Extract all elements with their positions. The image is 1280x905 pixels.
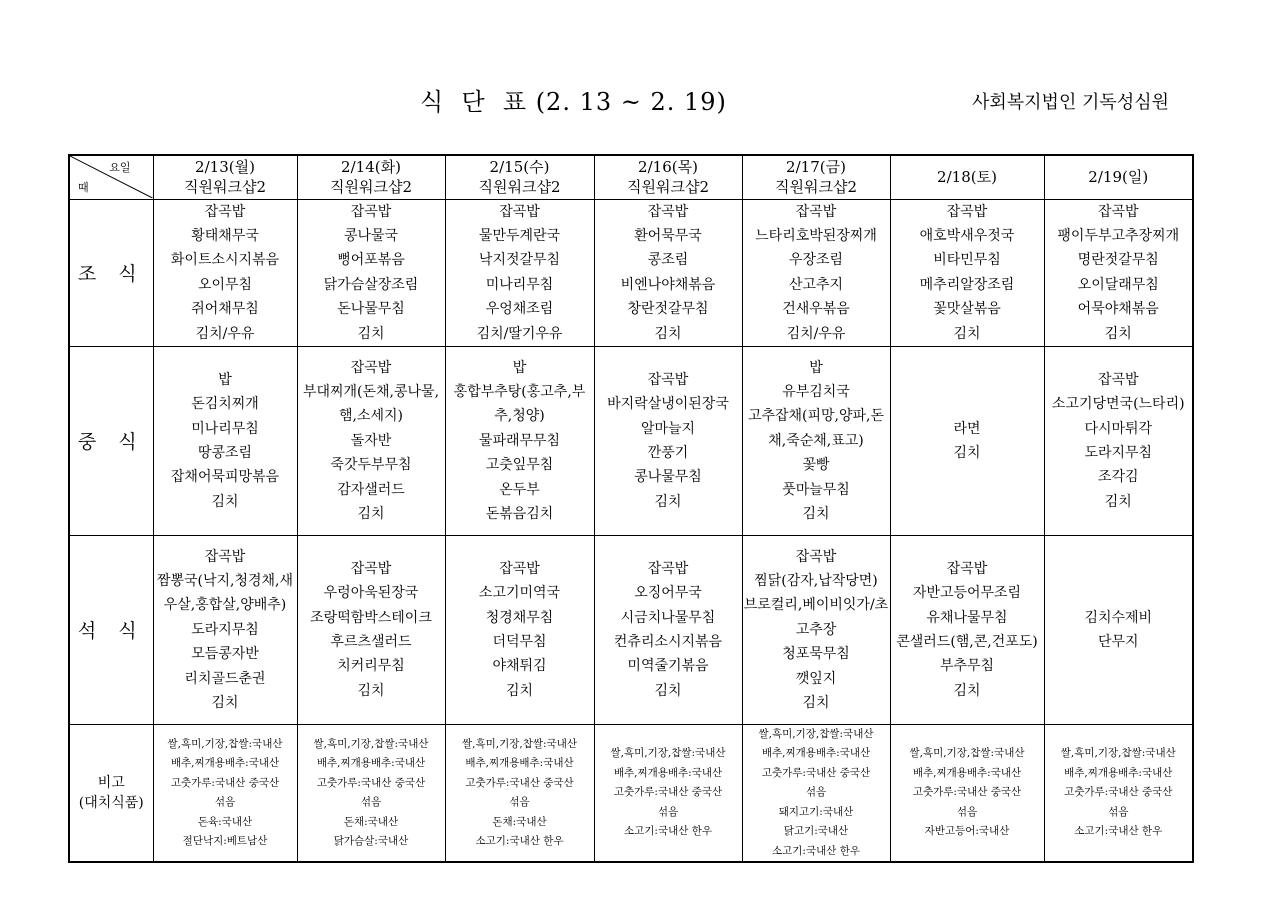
menu-item: 고추잡채(피망,양파,돈채,죽순채,표고) xyxy=(747,408,885,449)
day-event: 직원워크샵2 xyxy=(478,178,561,197)
menu-item: 모듬콩자반 xyxy=(191,646,259,663)
menu-cell xyxy=(445,535,594,724)
menu-item: 잡곡밥 xyxy=(1097,371,1139,388)
menu-item: 메추리알장조림 xyxy=(919,276,1015,293)
menu-cell xyxy=(742,346,890,535)
menu-item: 애호박새우젓국 xyxy=(919,227,1015,244)
menu-item: 김치 xyxy=(802,694,830,711)
menu-item: 잡곡밥 xyxy=(946,560,988,577)
menu-item: 잡곡밥 xyxy=(647,371,689,388)
menu-item: 비타민무침 xyxy=(933,252,1001,269)
menu-item: 김치 xyxy=(953,682,981,699)
meal-label: 석 식 xyxy=(69,535,153,724)
origin-note-line: 소고기:국내산 한우 xyxy=(475,835,564,848)
menu-item: 김치 xyxy=(211,493,239,510)
day-header-cell xyxy=(742,155,890,199)
origin-note-line: 배추,찌개용배추:국내산 xyxy=(761,747,871,760)
menu-item: 더덕무침 xyxy=(492,633,547,650)
menu-item: 쥐어채무침 xyxy=(191,301,259,318)
origin-note-cell xyxy=(594,724,742,862)
menu-item: 홍합부추탕(홍고추,부추,청양) xyxy=(453,383,586,425)
day-date: 2/13(월) xyxy=(195,158,255,177)
day-date: 2/18(토) xyxy=(937,168,997,187)
menu-item: 부대찌개(돈채,콩나물,햄,소세지) xyxy=(302,383,440,425)
menu-item: 산고추지 xyxy=(788,276,844,293)
menu-item: 야채튀김 xyxy=(492,658,547,675)
menu-item: 잡곡밥 xyxy=(1097,203,1139,220)
origin-note-line: 돈채:국내산 xyxy=(492,815,547,828)
menu-cell xyxy=(297,535,445,724)
menu-item: 김치 xyxy=(357,325,385,342)
menu-item: 김치/우유 xyxy=(195,325,255,342)
menu-item: 잡곡밥 xyxy=(350,560,392,577)
note-label xyxy=(69,724,153,862)
origin-note-line: 배추,찌개용배추:국내산 xyxy=(613,766,723,779)
day-event: 직원워크샵2 xyxy=(627,178,709,197)
menu-item: 팽이두부고추장찌개 xyxy=(1057,227,1180,244)
day-date: 2/17(금) xyxy=(786,158,846,177)
menu-item: 컨츄리소시지볶음 xyxy=(613,633,723,650)
menu-item: 김치 xyxy=(654,682,682,699)
menu-cell xyxy=(594,535,742,724)
note-label-line: 비고 xyxy=(97,775,125,792)
meal-plan-table xyxy=(68,154,1194,863)
menu-item: 잡곡밥 xyxy=(204,548,246,565)
menu-item: 잡곡밥 xyxy=(795,203,837,220)
menu-item: 명란젓갈무침 xyxy=(1077,252,1159,269)
origin-note-line: 배추,찌개용배추:국내산 xyxy=(170,757,280,770)
menu-item: 조각김 xyxy=(1097,469,1139,486)
menu-item: 소고기미역국 xyxy=(478,585,561,602)
menu-cell xyxy=(742,199,890,346)
menu-item: 김치 xyxy=(953,325,981,342)
origin-note-line: 절단낙지:베트남산 xyxy=(182,835,268,848)
menu-cell xyxy=(1044,199,1193,346)
menu-item: 꽃빵 xyxy=(802,457,830,474)
menu-item: 김치/딸기우유 xyxy=(476,325,563,342)
origin-note-line: 고춧가루:국내산 중국산 xyxy=(316,776,426,789)
origin-note-line: 섞음 xyxy=(360,796,382,809)
menu-cell xyxy=(153,199,297,346)
menu-item: 콩조림 xyxy=(647,252,689,269)
menu-item: 다시마튀각 xyxy=(1084,420,1153,437)
origin-note-line: 고춧가루:국내산 중국산 xyxy=(761,766,871,779)
menu-item: 밥 xyxy=(218,371,232,388)
menu-item: 브로컬리,베이비잇가/초고추장 xyxy=(743,597,889,638)
menu-item: 잡채어묵피망볶음 xyxy=(170,469,280,486)
origin-note-line: 섞음 xyxy=(657,805,679,818)
menu-item: 라면 xyxy=(953,420,981,437)
header xyxy=(0,80,1280,120)
corner-day-label: 요일 xyxy=(109,161,131,175)
menu-item: 김치 xyxy=(1104,493,1132,510)
menu-item: 온두부 xyxy=(499,481,540,498)
menu-item: 황태채무국 xyxy=(191,227,259,244)
menu-item: 자반고등어무조림 xyxy=(912,585,1022,602)
day-header-cell xyxy=(1044,155,1193,199)
menu-item: 돈볶음김치 xyxy=(485,505,554,522)
origin-note-line: 배추,찌개용배추:국내산 xyxy=(912,766,1022,779)
origin-note-cell xyxy=(445,724,594,862)
menu-item: 밥 xyxy=(809,359,823,376)
menu-item: 오징어무국 xyxy=(634,585,702,602)
day-header-cell xyxy=(890,155,1044,199)
origin-note-line: 쌀,흑미,기장,찹쌀:국내산 xyxy=(758,727,874,740)
meal-label: 조 식 xyxy=(69,199,153,346)
menu-item: 김치 xyxy=(953,444,981,461)
origin-note-line: 쌀,흑미,기장,찹쌀:국내산 xyxy=(462,737,577,750)
menu-item: 김치 xyxy=(357,682,385,699)
menu-item: 땅콩조림 xyxy=(197,444,253,461)
origin-note-line: 섞음 xyxy=(956,805,978,818)
menu-item: 김치수제비 xyxy=(1084,609,1153,626)
page-title: 식 단 표 (2. 13 ~ 2. 19) xyxy=(420,88,727,116)
day-event: 직원워크샵2 xyxy=(330,178,412,197)
menu-item: 김치 xyxy=(505,682,534,699)
menu-cell xyxy=(890,535,1044,724)
menu-item: 잡곡밥 xyxy=(350,203,392,220)
origin-note-line: 소고기:국내산 한우 xyxy=(623,825,713,838)
origin-note-line: 돈채:국내산 xyxy=(343,815,399,828)
menu-cell xyxy=(297,346,445,535)
menu-cell xyxy=(890,199,1044,346)
menu-cell xyxy=(153,535,297,724)
day-header-cell xyxy=(153,155,297,199)
day-event: 직원워크샵2 xyxy=(775,178,857,197)
menu-item: 비엔나야채볶음 xyxy=(620,276,716,293)
menu-item: 건새우볶음 xyxy=(782,301,850,318)
menu-item: 밥 xyxy=(512,359,527,376)
menu-item: 감자샐러드 xyxy=(337,481,405,498)
menu-cell xyxy=(890,346,1044,535)
menu-item: 오이무침 xyxy=(197,276,253,293)
origin-note-line: 쌀,흑미,기장,찹쌀:국내산 xyxy=(909,747,1025,760)
menu-item: 단무지 xyxy=(1097,633,1139,650)
origin-note-cell xyxy=(890,724,1044,862)
origin-note-line: 닭가슴살:국내산 xyxy=(333,835,409,848)
menu-item: 미역줄기볶음 xyxy=(627,658,709,675)
menu-item: 우장조림 xyxy=(788,252,844,269)
menu-item: 청경채무침 xyxy=(485,609,554,626)
menu-item: 닭가슴살장조림 xyxy=(323,276,419,293)
meal-label: 중 식 xyxy=(69,346,153,535)
menu-item: 미나리무침 xyxy=(485,276,554,293)
corner-header-cell xyxy=(69,155,153,199)
menu-item: 돌자반 xyxy=(350,432,392,449)
origin-note-line: 닭고기:국내산 xyxy=(783,825,849,838)
menu-item: 낙지젓갈무침 xyxy=(478,252,561,269)
menu-item: 김치 xyxy=(1104,325,1132,342)
menu-item: 잡곡밥 xyxy=(946,203,988,220)
menu-item: 김치 xyxy=(654,325,682,342)
origin-note-cell xyxy=(742,724,890,862)
origin-note-line: 쌀,흑미,기장,찹쌀:국내산 xyxy=(167,737,283,750)
menu-item: 김치/우유 xyxy=(786,325,846,342)
menu-item: 잡곡밥 xyxy=(795,548,837,565)
menu-cell xyxy=(594,346,742,535)
origin-note-cell xyxy=(153,724,297,862)
menu-cell xyxy=(594,199,742,346)
day-header-cell xyxy=(297,155,445,199)
dinner-row xyxy=(69,535,1193,724)
origin-note-line: 쌀,흑미,기장,찹쌀:국내산 xyxy=(313,737,429,750)
menu-item: 청포묵무침 xyxy=(782,646,850,663)
menu-item: 고춧잎무침 xyxy=(485,457,554,474)
day-date: 2/16(목) xyxy=(638,158,698,177)
origin-note-line: 고춧가루:국내산 중국산 xyxy=(912,786,1022,799)
origin-note-line: 배추,찌개용배추:국내산 xyxy=(1064,766,1173,779)
origin-note-line: 돼지고기:국내산 xyxy=(778,805,854,818)
menu-item: 시금치나물무침 xyxy=(620,609,716,626)
day-date: 2/19(일) xyxy=(1088,168,1149,187)
origin-note-line: 고춧가루:국내산 중국산 xyxy=(1064,786,1173,799)
menu-item: 미나리무침 xyxy=(191,420,259,437)
menu-item: 콩나물국 xyxy=(343,227,399,244)
origin-note-line: 고춧가루:국내산 중국산 xyxy=(170,776,280,789)
menu-item: 환어묵무국 xyxy=(634,227,702,244)
origin-note-line: 자반고등어:국내산 xyxy=(924,825,1010,838)
origin-note-line: 고춧가루:국내산 중국산 xyxy=(465,776,574,789)
menu-item: 김치 xyxy=(211,694,239,711)
menu-item: 돈김치찌개 xyxy=(191,396,259,413)
origin-note-cell xyxy=(297,724,445,862)
menu-item: 김치 xyxy=(802,505,830,522)
origin-note-line: 소고기:국내산 한우 xyxy=(1074,825,1163,838)
menu-item: 김치 xyxy=(654,493,682,510)
day-header-cell xyxy=(594,155,742,199)
menu-item: 돈나물무침 xyxy=(337,301,405,318)
menu-item: 풋마늘무침 xyxy=(782,481,850,498)
origin-note-line: 쌀,흑미,기장,찹쌀:국내산 xyxy=(1060,747,1176,760)
menu-cell xyxy=(297,199,445,346)
menu-item: 깻잎지 xyxy=(795,670,837,687)
menu-cell xyxy=(1044,346,1193,535)
origin-note-line: 섞음 xyxy=(1108,805,1129,818)
menu-cell xyxy=(1044,535,1193,724)
lunch-row xyxy=(69,346,1193,535)
menu-item: 물파래무무침 xyxy=(478,432,561,449)
menu-item: 잡곡밥 xyxy=(647,203,689,220)
menu-item: 잡곡밥 xyxy=(204,203,246,220)
menu-item: 우엉채조림 xyxy=(485,301,554,318)
menu-cell xyxy=(153,346,297,535)
note-row xyxy=(69,724,1193,862)
day-header-row xyxy=(69,155,1193,199)
menu-item: 물만두계란국 xyxy=(478,227,561,244)
menu-item: 느타리호박된장찌개 xyxy=(755,227,877,244)
origin-note-line: 섞음 xyxy=(509,796,530,809)
menu-item: 알마늘지 xyxy=(640,420,696,437)
menu-item: 유채나물무침 xyxy=(926,609,1008,626)
menu-item: 콩나물무침 xyxy=(634,469,702,486)
menu-item: 도라지무침 xyxy=(1084,444,1153,461)
breakfast-row xyxy=(69,199,1193,346)
origin-note-line: 배추,찌개용배추:국내산 xyxy=(316,757,426,770)
menu-item: 소고기당면국(느타리) xyxy=(1051,396,1185,413)
menu-item: 잡곡밥 xyxy=(350,359,392,376)
menu-item: 오이달래무침 xyxy=(1077,276,1159,293)
menu-item: 도라지무침 xyxy=(191,621,259,638)
menu-item: 잡곡밥 xyxy=(499,560,540,577)
corner-time-label: 때 xyxy=(78,181,89,195)
menu-item: 유부김치국 xyxy=(782,383,850,400)
menu-item: 치커리무침 xyxy=(337,658,405,675)
menu-item: 화이트소시지볶음 xyxy=(170,252,280,269)
origin-note-cell xyxy=(1044,724,1193,862)
menu-item: 찜닭(감자,납작당면) xyxy=(754,572,878,589)
menu-item: 김치 xyxy=(357,505,385,522)
menu-item: 잡곡밥 xyxy=(647,560,689,577)
day-date: 2/15(수) xyxy=(489,158,550,177)
menu-item: 우렁아욱된장국 xyxy=(323,585,419,602)
menu-item: 조랑떡함박스테이크 xyxy=(310,609,432,626)
origin-note-line: 섞음 xyxy=(805,786,827,799)
menu-item: 꽃맛살볶음 xyxy=(933,301,1001,318)
menu-item: 콘샐러드(햄,콘,건포도) xyxy=(896,633,1038,650)
day-header-cell xyxy=(445,155,594,199)
menu-item: 후르츠샐러드 xyxy=(330,633,412,650)
organization-name: 사회복지법인 기독성심원 xyxy=(972,92,1169,113)
menu-item: 깐풍기 xyxy=(647,444,689,461)
origin-note-line: 섞음 xyxy=(214,796,236,809)
menu-item: 바지락살냉이된장국 xyxy=(607,396,729,413)
menu-item: 부추무침 xyxy=(939,658,995,675)
origin-note-line: 배추,찌개용배추:국내산 xyxy=(465,757,574,770)
menu-item: 창란젓갈무침 xyxy=(627,301,709,318)
menu-item: 리치골드춘권 xyxy=(184,670,266,687)
menu-item: 죽갓두부무침 xyxy=(330,457,412,474)
menu-cell xyxy=(445,199,594,346)
menu-cell xyxy=(742,535,890,724)
menu-item: 뻥어포볶음 xyxy=(337,252,405,269)
origin-note-line: 쌀,흑미,기장,찹쌀:국내산 xyxy=(610,747,726,760)
origin-note-line: 고춧가루:국내산 중국산 xyxy=(613,786,723,799)
note-label-line: (대치식품) xyxy=(78,795,144,812)
menu-item: 어묵야채볶음 xyxy=(1077,301,1159,318)
day-event: 직원워크샵2 xyxy=(184,178,266,197)
origin-note-line: 돈육:국내산 xyxy=(197,815,253,828)
menu-item: 잡곡밥 xyxy=(499,203,540,220)
menu-item: 짬뽕국(낙지,청경채,새우살,홍합살,양배추) xyxy=(156,572,294,614)
origin-note-line: 소고기:국내산 한우 xyxy=(771,844,861,857)
menu-cell xyxy=(445,346,594,535)
day-date: 2/14(화) xyxy=(341,158,401,177)
